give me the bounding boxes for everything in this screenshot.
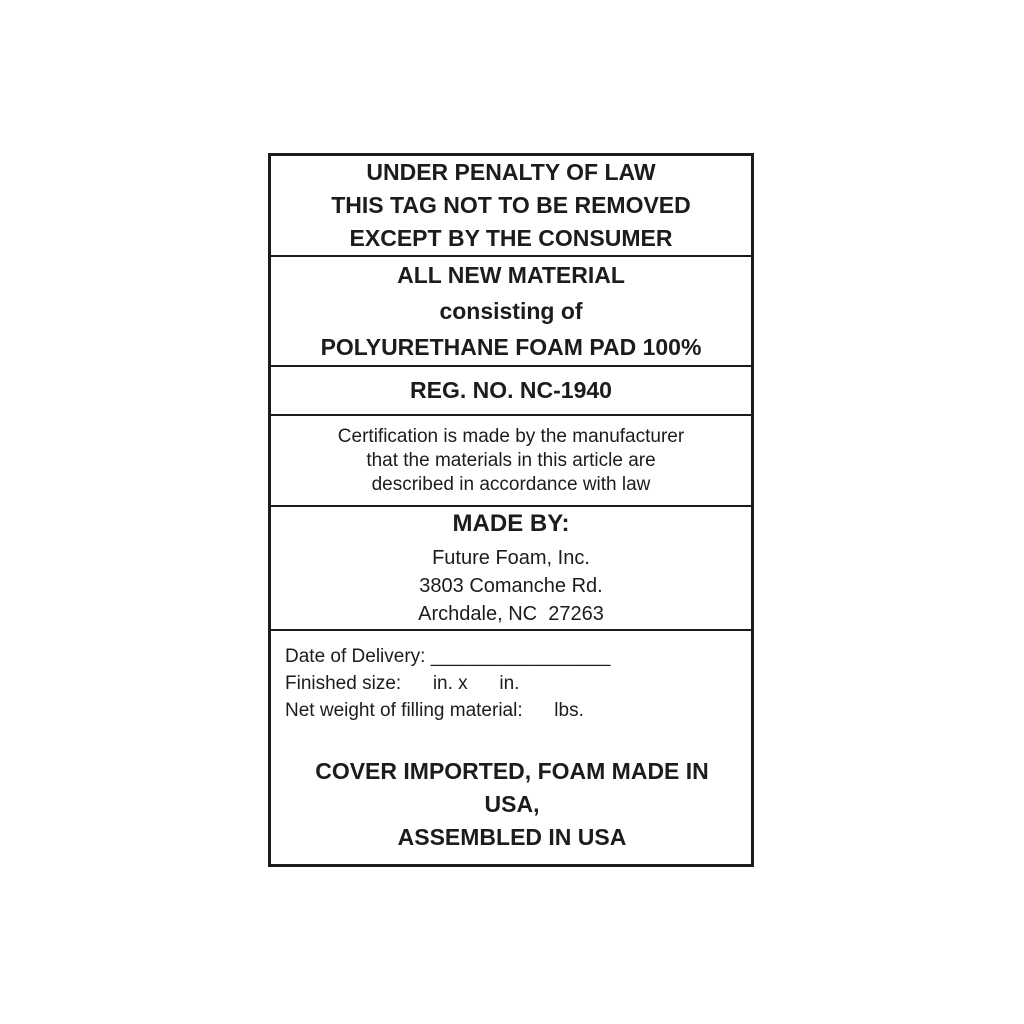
material-line-1: ALL NEW MATERIAL: [397, 262, 625, 288]
manufacturer-city-state-zip: Archdale, NC 27263: [418, 603, 604, 626]
registration-number-section: [271, 367, 751, 416]
penalty-line-1: UNDER PENALTY OF LAW: [366, 159, 656, 185]
certification-line-2: that the materials in this article are: [366, 449, 656, 471]
date-of-delivery-label: Date of Delivery:: [285, 646, 431, 667]
date-of-delivery-line: [285, 643, 739, 670]
certification-line-3: described in accordance with law: [371, 473, 651, 495]
penalty-line-2: THIS TAG NOT TO BE REMOVED: [331, 192, 691, 218]
material-line-2: consisting of: [439, 298, 583, 324]
certification-section: [271, 416, 751, 507]
origin-line-1: COVER IMPORTED, FOAM MADE IN USA,: [315, 758, 716, 817]
material-line-3: POLYURETHANE FOAM PAD 100%: [320, 334, 702, 360]
material-contents-section: [271, 257, 751, 367]
penalty-notice-section: [271, 156, 751, 257]
country-of-origin-statement: [285, 755, 739, 854]
date-of-delivery-blank-field: _________________: [430, 646, 611, 667]
finished-size-line: Finished size: in. x in.: [285, 673, 520, 694]
manufacturer-name: Future Foam, Inc.: [432, 547, 590, 570]
origin-line-2: ASSEMBLED IN USA: [397, 824, 627, 850]
law-label-tag: [268, 153, 754, 867]
registration-number: REG. NO. NC-1940: [410, 377, 612, 404]
certification-line-1: Certification is made by the manufacturer: [337, 425, 685, 447]
penalty-line-3: EXCEPT BY THE CONSUMER: [349, 225, 673, 251]
manufacturer-section: [271, 507, 751, 631]
manufacturer-street: 3803 Comanche Rd.: [419, 575, 603, 598]
made-by-heading: MADE BY:: [452, 510, 570, 538]
net-weight-line: Net weight of filling material: lbs.: [285, 700, 584, 721]
delivery-details-section: [271, 631, 751, 864]
